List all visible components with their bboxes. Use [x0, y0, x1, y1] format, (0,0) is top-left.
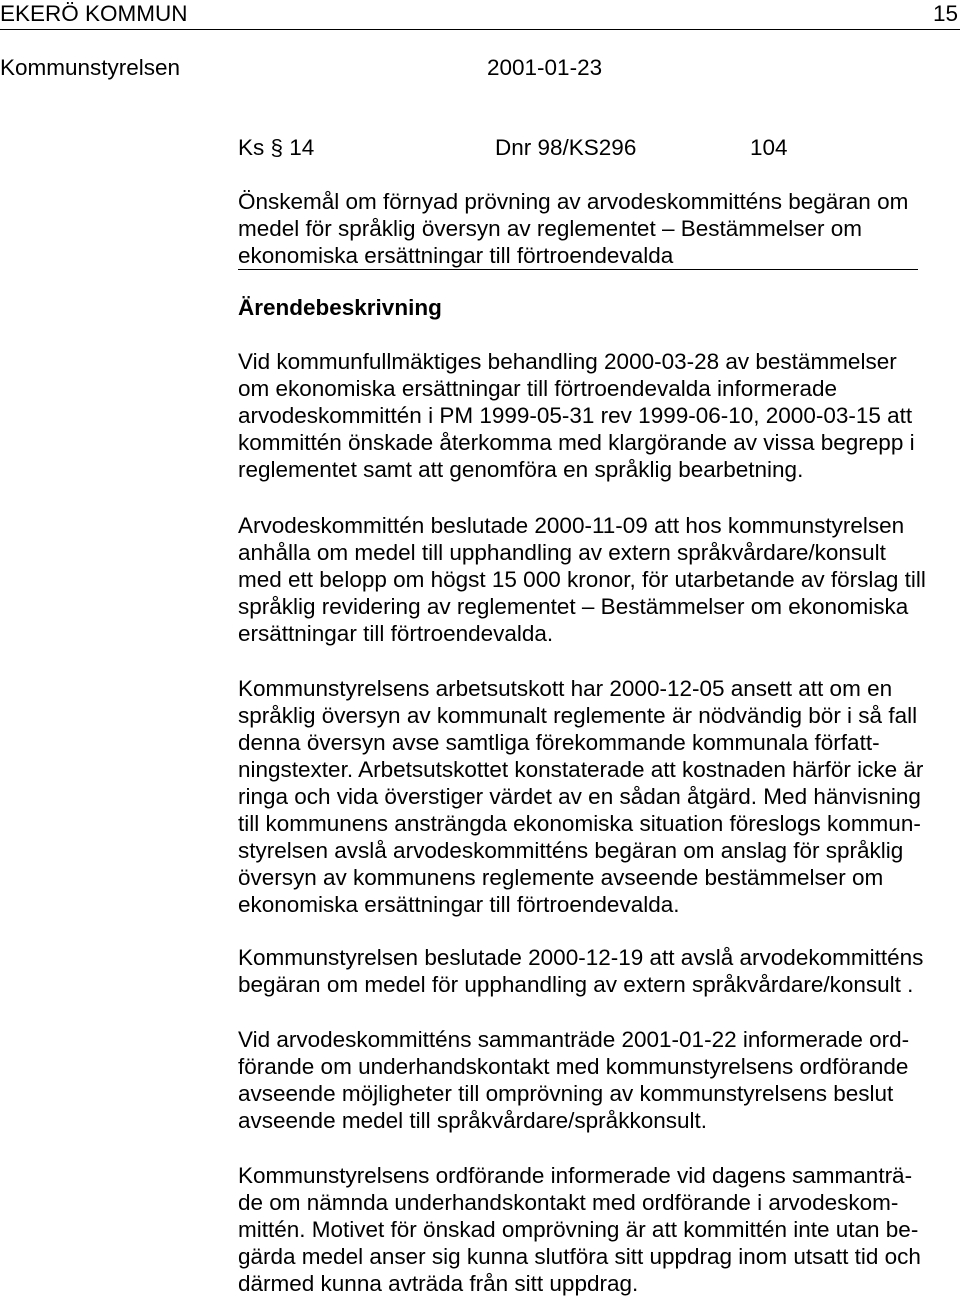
text-line: om ekonomiska ersättningar till förtroendevalda informerade: [238, 376, 838, 401]
case-paragraph: Ks § 14: [238, 135, 315, 160]
text-line: avseende medel till språkvårdare/språkkonsult.: [238, 1108, 707, 1133]
text-line: ekonomiska ersättningar till förtroendevalda.: [238, 892, 680, 917]
document-title: [238, 188, 908, 269]
text-line: anhålla om medel till upphandling av extern språkvårdare/konsult: [238, 540, 886, 565]
text-line: förande om underhandskontakt med kommunstyrelsens ordförande: [238, 1054, 909, 1079]
case-dnr: Dnr 98/KS296: [495, 135, 637, 160]
paragraph-4: [238, 944, 923, 998]
text-line: med ett belopp om högst 15 000 kronor, för utarbetande av förslag till: [238, 567, 926, 592]
text-line: Kommunstyrelsens ordförande informerade vid dagens sammanträ-: [238, 1163, 913, 1188]
text-line: Kommunstyrelsens arbetsutskott har 2000-12-05 ansett att om en: [238, 676, 893, 701]
paragraph-6: [238, 1162, 921, 1297]
text-line: ningstexter. Arbetsutskottet konstaterade att kostnaden härför icke är: [238, 757, 924, 782]
paragraph-5: [238, 1026, 909, 1134]
title-line: medel för språklig översyn av reglementet – Bestämmelser om: [238, 216, 863, 241]
text-line: arvodeskommittén i PM 1999-05-31 rev 1999-06-10, 2000-03-15 att: [238, 403, 913, 428]
text-line: Vid kommunfullmäktiges behandling 2000-03-28 av bestämmelser: [238, 349, 897, 374]
text-line: denna översyn avse samtliga förekommande kommunala författ-: [238, 730, 880, 755]
text-line: ringa och vida överstiger värdet av en sådan åtgärd. Med hänvisning: [238, 784, 921, 809]
text-line: de om nämnda underhandskontakt med ordförande i arvodeskom-: [238, 1190, 899, 1215]
page-number: 15: [932, 1, 958, 26]
text-line: begäran om medel för upphandling av extern språkvårdare/konsult .: [238, 972, 914, 997]
case-number: 104: [750, 135, 788, 160]
text-line: styrelsen avslå arvodeskommitténs begäran om anslag för språklig: [238, 838, 904, 863]
text-line: ersättningar till förtroendevalda.: [238, 621, 554, 646]
committee-name: Kommunstyrelsen: [0, 55, 181, 80]
title-line: Önskemål om förnyad prövning av arvodeskommitténs begäran om: [238, 189, 909, 214]
paragraph-2: [238, 512, 926, 647]
text-line: reglementet samt att genomföra en språklig bearbetning.: [238, 457, 804, 482]
municipality-name: EKERÖ KOMMUN: [0, 1, 188, 26]
meeting-date: 2001-01-23: [487, 55, 603, 80]
text-line: språklig översyn av kommunalt reglemente är nödvändig bör i så fall: [238, 703, 918, 728]
text-line: mittén. Motivet för önskad omprövning är att kommittén inte utan be-: [238, 1217, 919, 1242]
text-line: kommittén önskade återkomma med klargörande av vissa begrepp i: [238, 430, 915, 455]
title-line: ekonomiska ersättningar till förtroendevalda: [238, 243, 674, 268]
paragraph-1: [238, 348, 915, 483]
text-line: till kommunens ansträngda ekonomiska situation föreslogs kommun-: [238, 811, 921, 836]
text-line: språklig revidering av reglementet – Bestämmelser om ekonomiska: [238, 594, 909, 619]
text-line: Vid arvodeskommitténs sammanträde 2001-01-22 informerade ord-: [238, 1027, 910, 1052]
section-heading: Ärendebeskrivning: [238, 295, 442, 320]
text-line: gärda medel anser sig kunna slutföra sitt uppdrag inom utsatt tid och: [238, 1244, 921, 1269]
text-line: Kommunstyrelsen beslutade 2000-12-19 att avslå arvodekommitténs: [238, 945, 924, 970]
text-line: avseende möjligheter till omprövning av kommunstyrelsens beslut: [238, 1081, 894, 1106]
paragraph-3: [238, 675, 923, 918]
text-line: Arvodeskommittén beslutade 2000-11-09 att hos kommunstyrelsen: [238, 513, 905, 538]
header-rule: [0, 29, 960, 30]
text-line: därmed kunna avträda från sitt uppdrag.: [238, 1271, 639, 1296]
title-underline: [238, 269, 918, 270]
text-line: översyn av kommunens reglemente avseende bestämmelser om: [238, 865, 884, 890]
